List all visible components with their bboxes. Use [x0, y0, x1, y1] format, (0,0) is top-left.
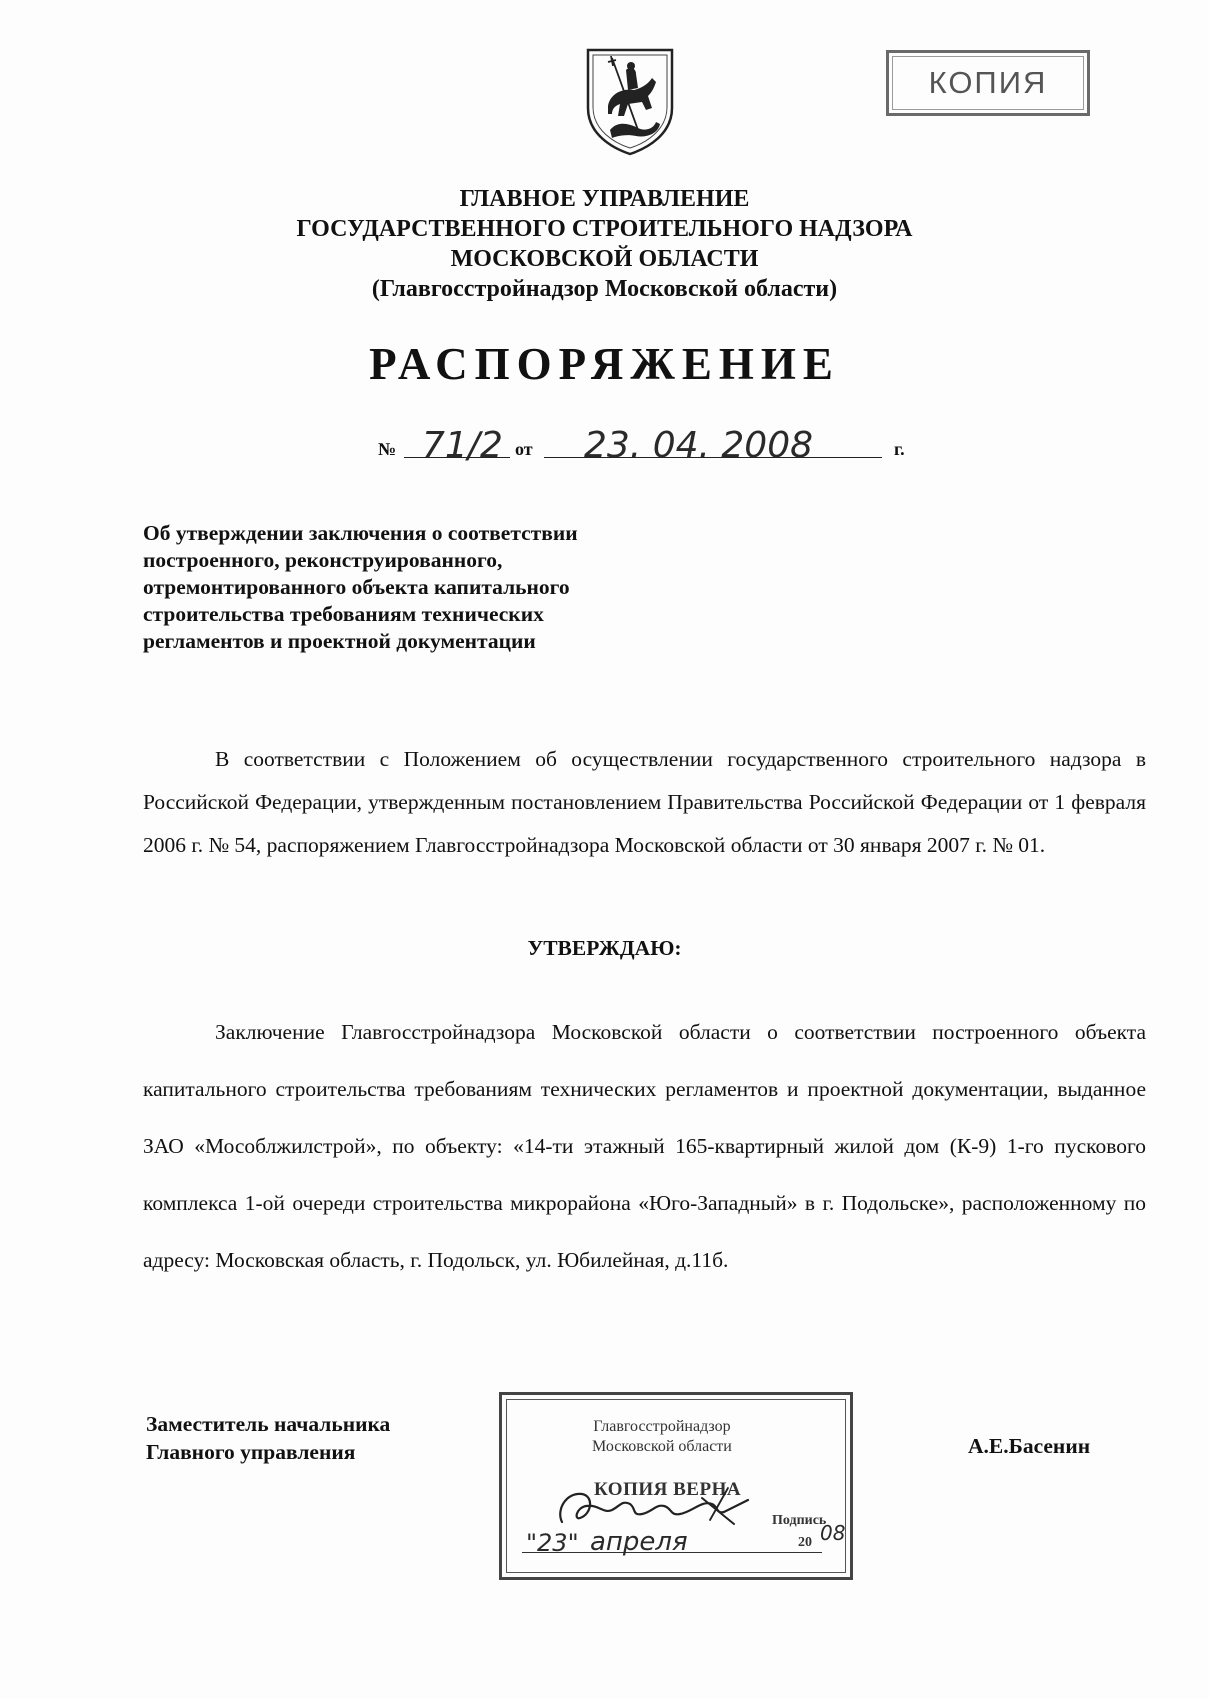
signatory-title-line: Заместитель начальника [146, 1412, 391, 1436]
cert-stamp-signature-label: Подпись [772, 1513, 827, 1528]
copy-stamp-text: КОПИЯ [928, 65, 1048, 100]
subject-line: отремонтированного объекта капитального [143, 575, 570, 599]
signatory-title-line: Главного управления [146, 1440, 356, 1464]
header-line: (Главгосстройнадзор Московской области) [371, 276, 838, 302]
copy-stamp-inner-border [892, 56, 1084, 110]
cert-stamp-org-line: Московской области [592, 1438, 732, 1455]
number-label: № [378, 439, 397, 459]
approve-heading: УТВЕРЖДАЮ: [527, 936, 682, 960]
copy-stamp [886, 50, 1090, 116]
date-label: от [515, 439, 533, 459]
subject-line: построенного, реконструированного, [143, 548, 503, 572]
cert-stamp-year-suffix: 08 [820, 1521, 846, 1545]
preamble-paragraph: В соответствии с Положением об осуществлении государственного строительного надзора в Российской Федерации, утвержденным постановлением Правительства Российской Федерации от 1 февраля 2006 г. № 54, распоряжением Главгосстройнадзора Московской области от 30 января 2007 г. № 01. [143, 747, 1146, 857]
handwritten-signature [552, 1470, 772, 1540]
document-type-title: РАСПОРЯЖЕНИЕ [369, 339, 840, 389]
approval-paragraph: Заключение Главгосстройнадзора Московской области о соответствии построенного объекта капитального строительства требованиям технических регламентов и проектной документации, выданное ЗАО «Мособлжилстрой», по объекту: «14-ти этажный 165-квартирный жилой дом (К-9) 1-го пускового комплекса 1-ой очереди строительства микрорайона «Юго-Западный» в г. Подольске», расположенному по адресу: Московская область, г. Подольск, ул. Юбилейная, д.11б. [143, 1020, 1146, 1272]
date-handwritten: 23. 04. 2008 [584, 425, 814, 466]
cert-stamp-verified-text: КОПИЯ ВЕРНА [594, 1479, 742, 1500]
subject-line: регламентов и проектной документации [143, 629, 536, 653]
coat-of-arms-emblem [582, 44, 678, 156]
header-line: ГОСУДАРСТВЕННОГО СТРОИТЕЛЬНОГО НАДЗОРА [296, 216, 913, 242]
document-subject [143, 520, 663, 655]
year-suffix: г. [894, 439, 905, 459]
signatory-name: А.Е.Басенин [968, 1434, 1091, 1458]
organization-header [0, 184, 1209, 304]
cert-stamp-month: апреля [590, 1527, 688, 1557]
header-line: МОСКОВСКОЙ ОБЛАСТИ [450, 246, 759, 272]
signatory-title [146, 1410, 390, 1466]
subject-line: Об утверждении заключения о соответствии [143, 521, 578, 545]
cert-stamp-organization [592, 1417, 732, 1457]
cert-stamp-year-prefix: 20 [798, 1535, 812, 1550]
number-handwritten: 71/2 [422, 425, 503, 466]
cert-stamp-org-line: Главгосстройнадзор [593, 1418, 731, 1435]
subject-line: строительства требованиям технических [143, 602, 544, 626]
cert-stamp-day: "23" [526, 1529, 579, 1557]
header-line: ГЛАВНОЕ УПРАВЛЕНИЕ [459, 186, 750, 212]
number-date-line [378, 418, 908, 468]
